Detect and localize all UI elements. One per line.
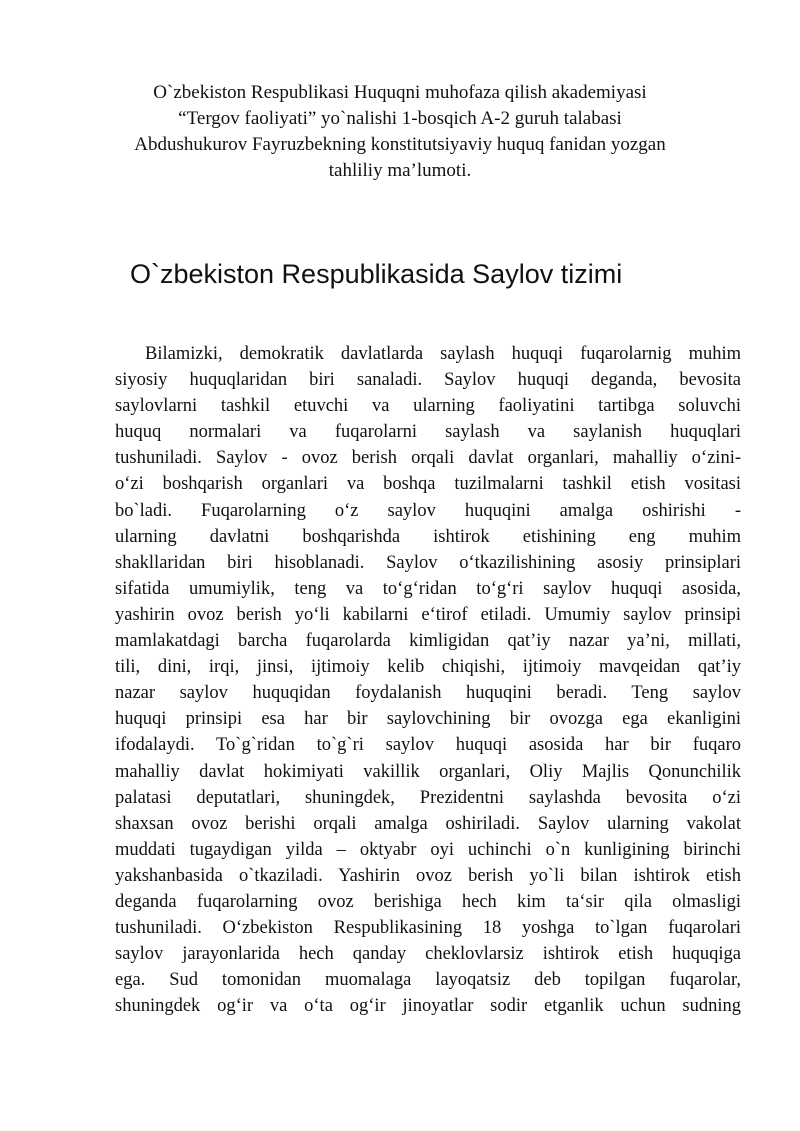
body-paragraph (115, 341, 741, 1019)
paragraph-line: tushuniladi. Saylov - ovoz berish orqali davlat organlari, mahalliy o‘zini- (115, 448, 741, 469)
paragraph-line: ifodalaydi. To`g`ridan to`g`ri saylov huquqi asosida har bir fuqaro (115, 735, 741, 756)
paragraph-line: sifatida umumiylik, teng va to‘g‘ridan to‘g‘ri saylov huquqi asosida, (115, 578, 741, 599)
document-title: O`zbekiston Respublikasida Saylov tizimi (130, 259, 623, 289)
document-header (110, 80, 690, 184)
paragraph-line: shaxsan ovoz berishi orqali amalga oshiriladi. Saylov ularning vakolat (115, 813, 741, 834)
paragraph-line: ega. Sud tomonidan muomalaga layoqatsiz deb topilgan fuqarolar, (115, 970, 741, 991)
paragraph-line: yashirin ovoz berish yo‘li kabilarni e‘tirof etiladi. Umumiy saylov prinsipi (115, 604, 741, 625)
paragraph-line: palatasi deputatlari, shuningdek, Prezidentni saylashda bevosita o‘zi (115, 787, 741, 808)
paragraph-line: huquqi prinsipi esa har bir saylovchining bir ovozga ega ekanligini (115, 709, 741, 730)
paragraph-line: shakllaridan biri hisoblanadi. Saylov o‘tkazilishining asosiy prinsiplari (115, 552, 741, 573)
paragraph-line: o‘zi boshqarish organlari va boshqa tuzilmalarni tashkil etish vositasi (115, 474, 741, 495)
paragraph-line: muddati tugaydigan yilda – oktyabr oyi uchinchi o`n kunligining birinchi (115, 839, 741, 860)
paragraph-line: saylovlarni tashkil etuvchi va ularning faoliyatini tartibga soluvchi (115, 396, 741, 417)
header-line: Abdushukurov Fayruzbekning konstitutsiyaviy huquq fanidan yozgan (134, 134, 666, 155)
paragraph-line: ularning davlatni boshqarishda ishtirok etishining eng muhim (115, 526, 741, 547)
paragraph-line: huquq normalari va fuqarolarni saylash va saylanish huquqlari (115, 422, 741, 443)
paragraph-line: tushuniladi. O‘zbekiston Respublikasining 18 yoshga to`lgan fuqarolari (115, 918, 741, 939)
paragraph-line: tili, dini, irqi, jinsi, ijtimoiy kelib chiqishi, ijtimoiy mavqeidan qat’iy (115, 657, 741, 678)
paragraph-line: saylov jarayonlarida hech qanday cheklovlarsiz ishtirok etish huquqiga (115, 944, 741, 965)
paragraph-line: deganda fuqarolarning ovoz berishiga hech kim ta‘sir qila olmasligi (115, 891, 741, 912)
header-line: tahliliy ma’lumoti. (328, 160, 472, 181)
paragraph-line: mahalliy davlat hokimiyati vakillik organlari, Oliy Majlis Qonunchilik (115, 761, 741, 782)
paragraph-line: shuningdek og‘ir va o‘ta og‘ir jinoyatlar sodir etganlik uchun sudning (115, 996, 741, 1017)
header-line: “Tergov faoliyati” yo`nalishi 1-bosqich A-2 guruh talabasi (178, 108, 622, 129)
paragraph-line: bo`ladi. Fuqarolarning o‘z saylov huquqini amalga oshirishi - (115, 500, 741, 521)
paragraph-line: Bilamizki, demokratik davlatlarda saylash huquqi fuqarolarnig muhim (145, 344, 741, 364)
header-line: O`zbekiston Respublikasi Huquqni muhofaza qilish akademiyasi (153, 82, 647, 103)
paragraph-line: yakshanbasida o`tkaziladi. Yashirin ovoz berish yo`li bilan ishtirok etish (115, 865, 741, 886)
paragraph-line: mamlakatdagi barcha fuqarolarda kimligidan qat’iy nazar ya’ni, millati, (115, 631, 741, 652)
paragraph-line: siyosiy huquqlaridan biri sanaladi. Saylov huquqi deganda, bevosita (115, 370, 741, 391)
paragraph-line: nazar saylov huquqidan foydalanish huquqini beradi. Teng saylov (115, 683, 741, 704)
